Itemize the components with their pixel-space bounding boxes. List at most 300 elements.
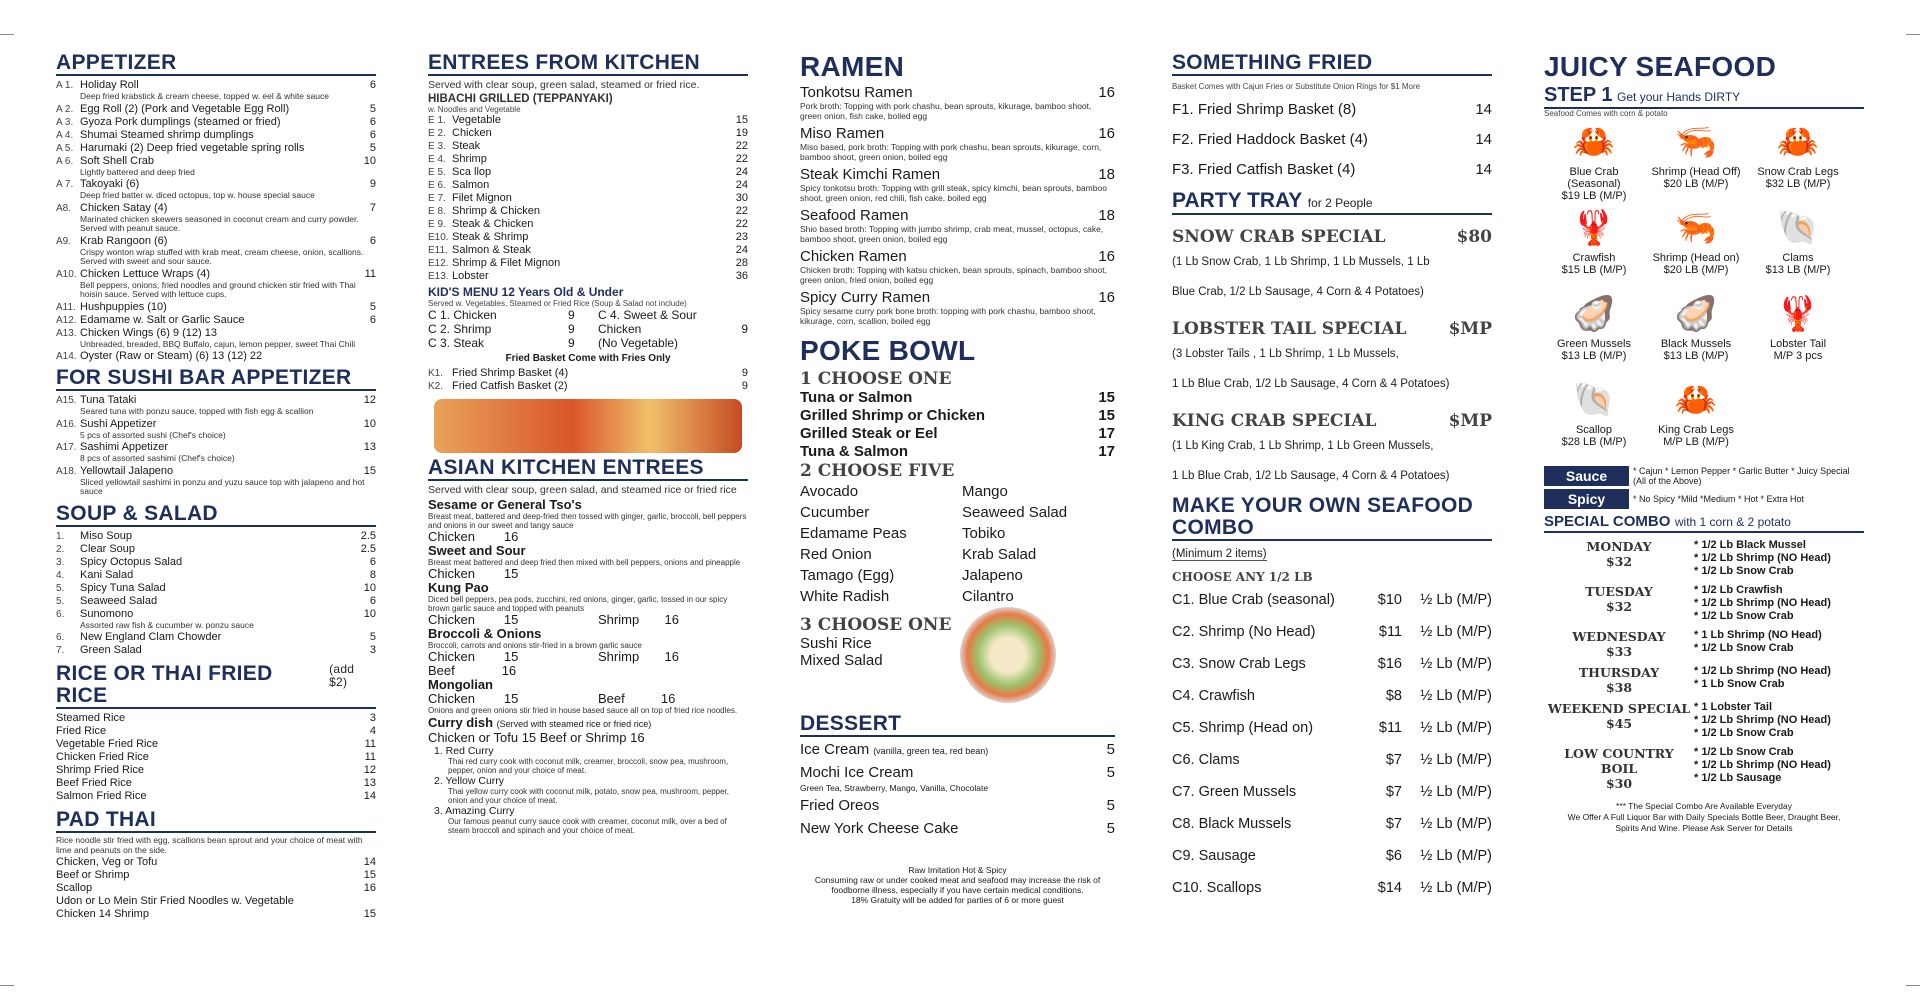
combo-name: C3. Snow Crab Legs	[1172, 656, 1306, 673]
asian-dish-name: Kung Pao	[428, 580, 489, 596]
asian-price-2: Beef 16	[598, 691, 676, 707]
item-price: 6	[369, 594, 376, 607]
asian-title: ASIAN KITCHEN ENTREES	[428, 457, 748, 481]
combo-unit: ½ Lb (M/P)	[1420, 752, 1492, 769]
asian-dish-desc: Breast meat battered and deep fried then mixed with bell peppers, onions and pineapple	[428, 558, 741, 568]
item-desc: Lightly battered and deep fried	[80, 166, 195, 177]
item-price: 30	[735, 192, 748, 205]
curry-desc: Thai red curry cook with coconut milk, creamer, broccoli, snow pea, mushroom, pepper, onion and your choice of meat.	[448, 757, 729, 776]
menu-item	[56, 790, 376, 803]
menu-item	[56, 129, 376, 142]
seafood-name: Blue Crab (Seasonal)	[1567, 166, 1621, 191]
footer-1: *** The Special Combo Are Available Everyday	[1616, 801, 1792, 812]
seafood-item	[1646, 204, 1746, 290]
special-day-price: $33	[1605, 644, 1633, 660]
combo-name: C10. Scallops	[1172, 880, 1262, 897]
seafood-price: $28 LB (M/P)	[1561, 436, 1627, 449]
party-title-text: PARTY TRAY	[1172, 189, 1302, 213]
seafood-item	[1544, 376, 1644, 462]
ramen-desc: Shio based broth: Topping with jumbo shrimp, crab meat, mussel, octopus, cake, bamboo shoot, green onion, boiled egg	[800, 224, 1104, 245]
item-name: Chicken, Veg or Tofu	[56, 856, 158, 869]
special-day-label	[1544, 701, 1694, 740]
asian-dish-prices	[428, 664, 748, 678]
ramen-title: RAMEN	[800, 51, 905, 82]
poke-choose-three	[800, 635, 960, 669]
combo-name: C7. Green Mussels	[1172, 784, 1297, 801]
kids-right: Chicken	[598, 322, 642, 337]
curry-list	[428, 745, 748, 835]
dessert-name-text: Mochi Ice Cream	[800, 763, 914, 781]
item-name: Spicy Tuna Salad	[80, 581, 166, 594]
party-special-desc: (1 Lb King Crab, 1 Lb Shrimp, 1 Lb Green Mussels,	[1172, 440, 1434, 453]
sauce-text: * Cajun * Lemon Pepper * Garlic Butter * Juicy Special (All of the Above)	[1633, 466, 1850, 487]
seafood-name: Shrimp (Head on)	[1652, 252, 1740, 265]
seafood-price: $20 LB (M/P)	[1663, 178, 1729, 191]
item-name: Vegetable Fried Rice	[56, 738, 159, 751]
ramen-price: 16	[1098, 289, 1115, 307]
special-day-label	[1544, 584, 1694, 623]
item-price	[336, 350, 376, 363]
menu-item	[56, 142, 376, 155]
asian-price-1: Chicken 15	[428, 566, 519, 582]
kids-right-price	[728, 336, 748, 350]
kids-right-price	[728, 308, 748, 322]
item-number: E 8.	[428, 206, 446, 218]
combo-price: $7	[1385, 784, 1402, 801]
dessert-title: DESSERT	[800, 713, 1115, 737]
menu-item	[56, 856, 376, 869]
item-price: 9	[741, 380, 748, 393]
hibachi-sub: w. Noodles and Vegetable	[428, 105, 521, 115]
menu-item	[56, 869, 376, 882]
party-special	[1172, 319, 1492, 339]
special-sub: with 1 corn & 2 potato	[1674, 515, 1791, 530]
special-day	[1544, 629, 1864, 659]
item-name: Vegetable	[452, 114, 501, 127]
poke-option-price: 17	[1098, 424, 1115, 442]
dessert-name-text: Ice Cream	[800, 740, 870, 758]
combo-name: C6. Clams	[1172, 752, 1240, 769]
fried-price: 14	[1475, 101, 1492, 119]
poke-base: Sushi Rice	[800, 634, 872, 652]
ramen-item	[800, 125, 1115, 142]
menu-item	[428, 205, 748, 218]
item-price: 6	[369, 313, 376, 326]
seafood-photo-icon: 🦐	[1674, 209, 1718, 248]
poke-option	[800, 407, 1115, 425]
item-number: A12.	[56, 314, 77, 326]
item-name: Clear Soup	[80, 542, 136, 555]
party-special-desc: (1 Lb Snow Crab, 1 Lb Shrimp, 1 Lb Mussels, 1 Lb	[1172, 256, 1430, 269]
item-name: Egg Roll (2) (Pork and Vegetable Egg Roll)	[80, 102, 290, 115]
seafood-name: Green Mussels	[1557, 338, 1631, 351]
item-desc: Deep fried batter w. diced octopus, top w. house special sauce	[80, 190, 315, 201]
menu-item	[56, 595, 376, 608]
poke-topping: Tobiko	[962, 524, 1006, 542]
kids-right: (No Vegetable)	[598, 336, 679, 351]
combo-list	[1172, 584, 1492, 904]
seafood-photo-icon: 🦀	[1776, 123, 1820, 162]
poke-step2: 2 CHOOSE FIVE	[800, 460, 955, 481]
item-price: 24	[735, 244, 748, 257]
special-day-items	[1694, 629, 1822, 659]
item-number: A 4.	[56, 129, 74, 141]
fried-name: F3. Fried Catfish Basket (4)	[1172, 161, 1356, 179]
padthai-list	[56, 856, 376, 921]
entree-list	[428, 114, 748, 283]
seafood-photo-icon: 🐚	[1572, 381, 1616, 420]
seafood-item	[1748, 204, 1848, 290]
item-price: 14	[363, 856, 376, 869]
menu-item	[428, 179, 748, 192]
item-number: A 7.	[56, 179, 74, 191]
item-price: 9	[369, 178, 376, 191]
special-day-item: * 1/2 Lb Snow Crab	[1694, 727, 1794, 740]
item-price: 5	[369, 102, 376, 115]
menu-item	[428, 270, 748, 283]
menu-item	[428, 153, 748, 166]
dessert-item	[800, 764, 1115, 783]
combo-price: $6	[1385, 848, 1402, 865]
item-number: 7.	[56, 645, 65, 657]
item-number: E 4.	[428, 154, 446, 166]
item-price: 12	[363, 394, 376, 407]
special-day-item: * 1/2 Lb Shrimp (NO Head)	[1694, 665, 1831, 678]
item-name: Lobster	[452, 270, 489, 283]
item-name: Salmon Fried Rice	[56, 790, 147, 803]
poke-five-right	[962, 481, 1067, 607]
dessert-item	[800, 820, 1115, 839]
item-desc: 8 pcs of assorted sashimi (Chef's choice)	[80, 453, 235, 464]
poke-option-name: Tuna or Salmon	[800, 388, 913, 406]
combo-title: MAKE YOUR OWN SEAFOOD COMBO	[1172, 495, 1492, 541]
item-price: 11	[364, 738, 376, 751]
combo-price: $11	[1378, 720, 1402, 737]
item-name: Beef Fried Rice	[56, 777, 132, 790]
ramen-name: Chicken Ramen	[800, 248, 907, 266]
special-day-item: * 1/2 Lb Black Mussel	[1694, 539, 1806, 552]
combo-unit: ½ Lb (M/P)	[1420, 880, 1492, 897]
combo-unit: ½ Lb (M/P)	[1420, 784, 1492, 801]
curry-desc: Our famous peanut curry sauce cook with creamer, coconut milk, over a bed of steam broccoli and spinach and your choice of meat.	[448, 817, 727, 836]
party-title	[1172, 189, 1492, 215]
curry-title	[428, 715, 748, 730]
item-name: Hushpuppies (10)	[80, 300, 167, 313]
seafood-name: King Crab Legs	[1658, 424, 1734, 437]
appetizer-list	[56, 79, 376, 363]
seafood-name: Snow Crab Legs	[1757, 166, 1839, 179]
item-name: Chicken Wings (6) 9 (12) 13	[80, 326, 217, 339]
item-number: E 2.	[428, 128, 446, 140]
item-price: 4	[369, 725, 376, 738]
special-day-label	[1544, 539, 1694, 578]
special-day-label	[1544, 629, 1694, 659]
combo-min: (Minimum 2 items)	[1172, 548, 1267, 561]
party-special	[1172, 411, 1492, 431]
crop-mark	[0, 985, 14, 986]
poke-topping: Avocado	[800, 482, 859, 500]
item-price: 10	[363, 417, 376, 430]
item-price: 22	[735, 205, 748, 218]
dessert-price: 5	[1106, 819, 1115, 837]
item-number: A13.	[56, 327, 77, 339]
item-number: A 3.	[56, 116, 74, 128]
seafood-item	[1544, 204, 1644, 290]
menu-item	[56, 631, 376, 644]
seafood-price: $19 LB (M/P)	[1561, 190, 1627, 203]
item-name: New England Clam Chowder	[80, 631, 222, 644]
item-price: 6	[369, 79, 376, 92]
item-name: Steamed Rice	[56, 712, 126, 725]
combo-price: $8	[1385, 688, 1402, 705]
seafood-photo-icon: 🦀	[1674, 381, 1718, 420]
menu-item	[56, 908, 376, 921]
menu-item	[56, 530, 376, 543]
basket-note: Fried Basket Come with Fries Only	[505, 353, 671, 365]
combo-price: $16	[1377, 656, 1402, 673]
poke-step3: 3 CHOOSE ONE	[800, 614, 952, 635]
item-price: 14	[363, 790, 376, 803]
seafood-price: $32 LB (M/P)	[1765, 178, 1831, 191]
item-price: 15	[363, 908, 376, 921]
dessert-name	[800, 797, 883, 816]
combo-unit: ½ Lb (M/P)	[1420, 848, 1492, 865]
menu-item	[428, 380, 748, 393]
soup-list	[56, 530, 376, 658]
menu-item	[56, 608, 376, 621]
dessert-desc: Green Tea, Strawberry, Mango, Vanilla, Chocolate	[800, 782, 989, 793]
poke-option	[800, 425, 1115, 443]
poke-base: Mixed Salad	[800, 651, 883, 669]
party-special-desc: Blue Crab, 1/2 Lb Sausage, 4 Corn & 4 Potatoes)	[1172, 286, 1424, 299]
combo-price: $10	[1377, 592, 1402, 609]
item-desc: Sliced yellowtail sashimi in ponzu and yuzu sauce top with jalapeno and hot sauce	[80, 476, 365, 497]
menu-item	[56, 738, 376, 751]
step-label: STEP 1	[1544, 84, 1613, 107]
seafood-grid	[1544, 118, 1864, 462]
special-day-item: * 1/2 Lb Shrimp (NO Head)	[1694, 759, 1831, 772]
menu-item	[56, 882, 376, 895]
menu-item	[56, 895, 376, 908]
ramen-name: Seafood Ramen	[800, 207, 909, 225]
combo-item	[1172, 776, 1492, 808]
asian-sub: Served with clear soup, green salad, and steamed rice or fried rice	[428, 484, 737, 497]
ramen-name: Tonkotsu Ramen	[800, 84, 913, 102]
menu-item	[428, 257, 748, 270]
item-number: E 5.	[428, 167, 446, 179]
asian-price-1: Chicken 15	[428, 691, 519, 707]
special-day	[1544, 665, 1864, 695]
asian-dish-prices	[428, 530, 748, 544]
item-name: Tuna Tataki	[80, 394, 137, 407]
item-name: Beef or Shrimp	[56, 869, 130, 882]
poke-option-name: Tuna & Salmon	[800, 442, 909, 460]
item-name: Takoyaki (6)	[80, 178, 140, 191]
sushi-appetizer-title: FOR SUSHI BAR APPETIZER	[56, 367, 376, 391]
curry-note: (Served with steamed rice or fried rice)	[496, 719, 652, 730]
item-name: Shrimp	[452, 153, 487, 166]
item-price: 6	[369, 555, 376, 568]
special-day-item: * 1 Lb Shrimp (NO Head)	[1694, 629, 1822, 642]
crop-mark	[1906, 34, 1920, 35]
special-title: SPECIAL COMBO	[1544, 513, 1671, 531]
item-price: 6	[369, 115, 376, 128]
item-name: Chicken Fried Rice	[56, 751, 149, 764]
item-number: E13.	[428, 271, 449, 283]
item-name: Sca llop	[452, 166, 492, 179]
seafood-price: $15 LB (M/P)	[1561, 264, 1627, 277]
item-number: K2.	[428, 381, 444, 393]
menu-item	[56, 327, 376, 340]
ramen-item	[800, 166, 1115, 183]
item-name: Kani Salad	[80, 568, 134, 581]
menu-item	[56, 268, 376, 281]
item-number: A11.	[56, 301, 76, 313]
item-price: 6	[369, 128, 376, 141]
item-name: Holiday Roll	[80, 79, 139, 92]
crop-mark	[0, 34, 14, 35]
item-name: Edamame w. Salt or Garlic Sauce	[80, 313, 245, 326]
item-name: Steak & Chicken	[452, 218, 534, 231]
sauce-label: Sauce	[1544, 466, 1629, 486]
special-day-label	[1544, 665, 1694, 695]
special-day-name: WEEKEND SPECIAL	[1547, 701, 1691, 717]
item-name: Harumaki (2) Deep fried vegetable spring rolls	[80, 141, 305, 154]
special-day-item: * 1 Lb Snow Crab	[1694, 678, 1785, 691]
kids-left: C 1. Chicken	[428, 308, 497, 323]
menu-item	[56, 202, 376, 215]
special-day-item: * 1/2 Lb Shrimp (NO Head)	[1694, 714, 1831, 727]
item-number: 4.	[56, 569, 65, 581]
poke-topping: Krab Salad	[962, 545, 1037, 563]
dessert-note: (vanilla, green tea, red bean)	[873, 745, 989, 756]
combo-item	[1172, 872, 1492, 904]
sushi-appetizer-list	[56, 394, 376, 497]
ramen-price: 18	[1098, 166, 1115, 184]
seafood-photo-icon: 🦀	[1572, 123, 1616, 162]
seafood-name: Black Mussels	[1660, 338, 1732, 351]
menu-item	[428, 127, 748, 140]
party-special-price: $MP	[1448, 319, 1492, 340]
step-sub: Get your Hands DIRTY	[1617, 90, 1741, 105]
column-2	[428, 52, 748, 835]
combo-item	[1172, 808, 1492, 840]
footer-3: Spirits And Wine. Please Ask Server for Details	[1615, 823, 1793, 834]
item-number: 5.	[56, 595, 65, 607]
curry-desc: Thai yellow curry cook with coconut milk, potato, snow pea, mushroom, pepper, onion and your choice of meat.	[448, 787, 730, 806]
item-price: 10	[363, 581, 376, 594]
item-number: A 2.	[56, 103, 74, 115]
poke-choose-one	[800, 389, 1115, 461]
menu-item	[56, 569, 376, 582]
combo-item	[1172, 648, 1492, 680]
special-day-items	[1694, 665, 1831, 695]
seafood-price: $20 LB (M/P)	[1663, 264, 1729, 277]
item-name: Fried Catfish Basket (2)	[452, 380, 568, 393]
ramen-name: Miso Ramen	[800, 125, 885, 143]
ramen-price: 16	[1098, 125, 1115, 143]
special-day	[1544, 584, 1864, 623]
item-name: Shrimp & Filet Mignon	[452, 257, 561, 270]
seafood-price: $13 LB (M/P)	[1663, 350, 1729, 363]
seafood-item	[1646, 290, 1746, 376]
item-number: 1.	[56, 530, 65, 542]
item-name: Chicken 14 Shrimp	[56, 908, 149, 921]
warning-2: foodborne illness, especially if you have certain medical conditions.	[831, 884, 1084, 895]
item-number: E 7.	[428, 193, 446, 205]
menu-item	[56, 116, 376, 129]
asian-price-1: Chicken 15	[428, 649, 519, 665]
item-name: Chicken	[452, 127, 492, 140]
menu-item	[56, 543, 376, 556]
item-number: E11.	[428, 245, 448, 257]
special-day-item: * 1/2 Lb Snow Crab	[1694, 746, 1794, 759]
item-number: 2.	[56, 543, 65, 555]
poke-topping: Tamago (Egg)	[800, 566, 895, 584]
special-day-price: $32	[1605, 599, 1633, 615]
poke-five-left	[800, 481, 962, 607]
dessert-list	[800, 741, 1115, 839]
item-name: Fried Shrimp Basket (4)	[452, 367, 569, 380]
seafood-note: Seafood Comes with corn & potato	[1544, 109, 1668, 119]
dessert-name-text: New York Cheese Cake	[800, 819, 959, 837]
poke-step1: 1 CHOOSE ONE	[800, 368, 952, 389]
party-special-name: SNOW CRAB SPECIAL	[1172, 227, 1386, 248]
padthai-desc: Rice noodle stir fried with egg, scallions bean sprout and your choice of meat with lime and peanuts on the side.	[56, 835, 363, 855]
party-special-name: KING CRAB SPECIAL	[1172, 411, 1377, 432]
item-name: Fried Rice	[56, 725, 107, 738]
fried-sub: Basket Comes with Cajun Fries or Substitute Onion Rings for $1 More	[1172, 82, 1421, 92]
menu-item	[428, 367, 748, 380]
ramen-item	[800, 84, 1115, 101]
item-price: 28	[735, 257, 748, 270]
seafood-name: Lobster Tail	[1769, 338, 1827, 351]
padthai-title: PAD THAI	[56, 809, 376, 833]
poke-option	[800, 443, 1115, 461]
fried-price: 14	[1475, 131, 1492, 149]
asian-dish-name: Sweet and Sour	[428, 543, 526, 559]
special-day-item: * 1/2 Lb Snow Crab	[1694, 610, 1794, 623]
item-desc: 5 pcs of assorted sushi (Chef's choice)	[80, 429, 226, 440]
kids-left-price: 9	[568, 336, 575, 351]
item-price: 13	[363, 441, 376, 454]
item-number: E 9.	[428, 219, 446, 231]
poke-topping: Jalapeno	[962, 566, 1023, 584]
seafood-price: $13 LB (M/P)	[1765, 264, 1831, 277]
item-price: 8	[369, 568, 376, 581]
rice-title	[56, 663, 376, 709]
item-name: Sashimi Appetizer	[80, 441, 169, 454]
menu-item	[56, 418, 376, 431]
ramen-price: 16	[1098, 84, 1115, 102]
seafood-name: Shrimp (Head Off)	[1651, 166, 1741, 179]
crop-mark	[1906, 985, 1920, 986]
item-price: 22	[735, 218, 748, 231]
special-header	[1544, 513, 1864, 533]
item-name: Udon or Lo Mein Stir Fried Noodles w. Vegetable	[56, 895, 294, 908]
combo-name: C1. Blue Crab (seasonal)	[1172, 592, 1335, 609]
legend-notes	[800, 865, 1115, 905]
item-price: 15	[735, 114, 748, 127]
seafood-footer	[1544, 801, 1864, 834]
item-number: A 1.	[56, 80, 74, 92]
food-photo	[434, 399, 742, 453]
item-number: K1.	[428, 368, 444, 380]
spicy-row	[1544, 489, 1864, 509]
asian-price-1: Beef 16	[428, 663, 517, 679]
fried-price: 14	[1475, 161, 1492, 179]
ramen-item	[800, 207, 1115, 224]
